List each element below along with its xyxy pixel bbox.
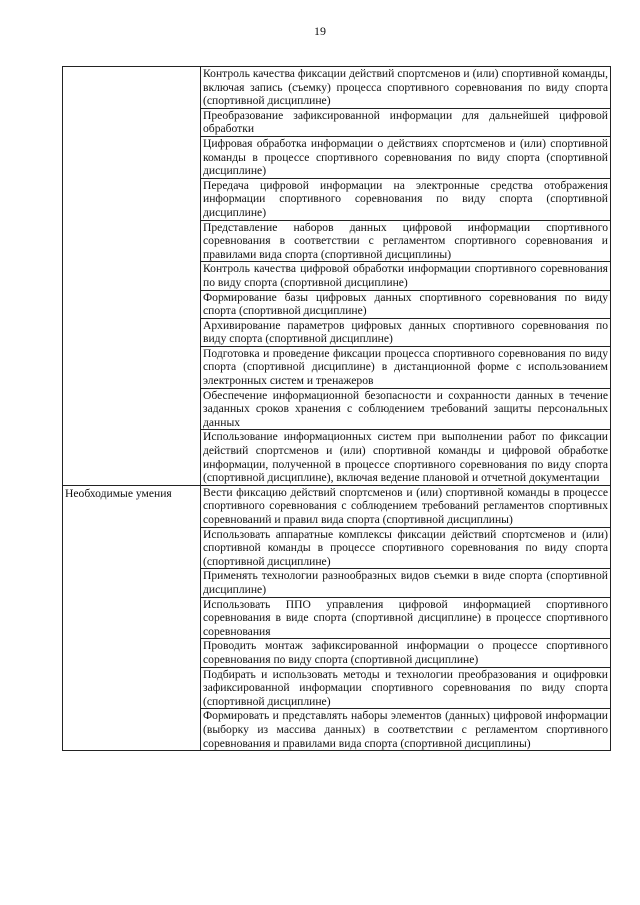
description-cell: Контроль качества фиксации действий спортсменов и (или) спортивной команды, включая запись (съемку) процесса спортивного соревнования по виду спорта (спортивной дисциплине) [201, 67, 611, 109]
description-cell: Представление наборов данных цифровой информации спортивного соревнования в соответствии с регламентом спортивного соревнования и правилами вида спорта (спортивной дисциплины) [201, 220, 611, 262]
description-cell: Использовать ППО управления цифровой информацией спортивного соревнования в виде спорта (спортивной дисциплине) в процессе спортивного соревнования [201, 597, 611, 639]
description-cell: Вести фиксацию действий спортсменов и (или) спортивной команды в процессе спортивного соревнования с соблюдением требований регламентов спортивных соревнований и правил вида спорта (спортивной дисциплины) [201, 485, 611, 527]
page-number: 19 [314, 24, 326, 38]
description-cell: Использовать аппаратные комплексы фиксации действий спортсменов и (или) спортивной команды в процессе спортивного соревнования по виду спорта (спортивной дисциплине) [201, 527, 611, 569]
description-cell: Подготовка и проведение фиксации процесса спортивного соревнования по виду спорта (спортивной дисциплине) в дистанционной форме с использованием электронных систем и тренажеров [201, 346, 611, 388]
description-cell: Архивирование параметров цифровых данных спортивного соревнования по виду спорта (спортивной дисциплине) [201, 318, 611, 346]
description-cell: Обеспечение информационной безопасности и сохранности данных в течение заданных сроков хранения с соблюдением требований защиты персональных данных [201, 388, 611, 430]
description-cell: Цифровая обработка информации о действиях спортсменов и (или) спортивной команды в процессе спортивного соревнования по виду спорта (спортивной дисциплине) [201, 136, 611, 178]
description-cell: Формирование базы цифровых данных спортивного соревнования по виду спорта (спортивной дисциплине) [201, 290, 611, 318]
category-cell: Необходимые умения [63, 485, 201, 750]
description-cell: Использование информационных систем при выполнении работ по фиксации действий спортсменов и (или) спортивной команды и цифровой обработке информации, полученной в процессе спортивного соревнования по виду спорта (спортивной дисциплине), включая ведение плановой и отчетной документации [201, 430, 611, 485]
category-cell [63, 67, 201, 486]
table-row [63, 485, 611, 527]
description-cell: Применять технологии разнообразных видов съемки в виде спорта (спортивной дисциплине) [201, 569, 611, 597]
description-cell: Передача цифровой информации на электронные средства отображения информации спортивного соревнования по виду спорта (спортивной дисциплине) [201, 178, 611, 220]
table-row [63, 67, 611, 109]
description-cell: Контроль качества цифровой обработки информации спортивного соревнования по виду спорта (спортивной дисциплине) [201, 262, 611, 290]
description-cell: Подбирать и использовать методы и технологии преобразования и оцифровки зафиксированной информации спортивного соревнования по виду спорта (спортивной дисциплине) [201, 667, 611, 709]
requirements-table [62, 66, 611, 751]
description-cell: Преобразование зафиксированной информации для дальнейшей цифровой обработки [201, 108, 611, 136]
description-cell: Формировать и представлять наборы элементов (данных) цифровой информации (выборку из массива данных) в соответствии с регламентом спортивного соревнования и правилами вида спорта (спортивной дисциплины) [201, 709, 611, 751]
description-cell: Проводить монтаж зафиксированной информации о процессе спортивного соревнования по виду спорта (спортивной дисциплине) [201, 639, 611, 667]
